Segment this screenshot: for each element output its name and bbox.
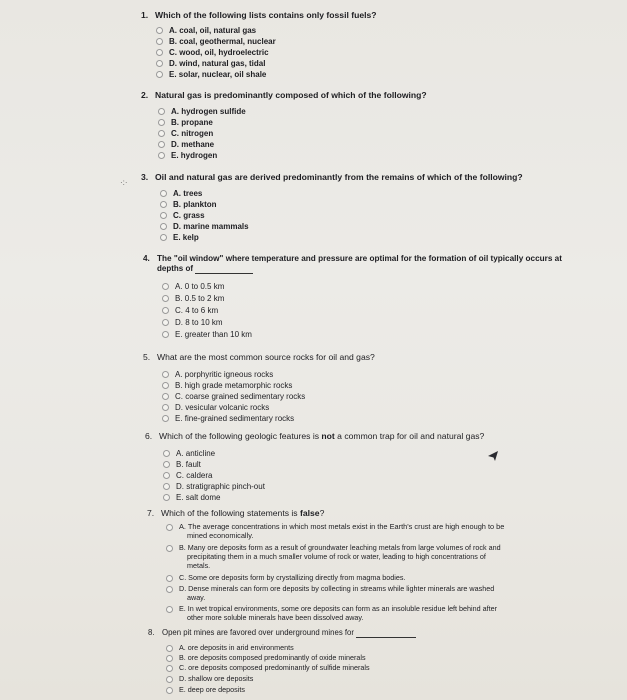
question-stem-pre: Which of the following statements is: [161, 508, 300, 518]
q8-option-d[interactable]: [166, 674, 253, 684]
option-label: B. high grade metamorphic rocks: [175, 381, 293, 390]
question-number: 5.: [143, 352, 151, 362]
q7-option-d[interactable]: [166, 584, 494, 594]
radio-button[interactable]: [158, 119, 165, 126]
option-label-continued: metals.: [187, 561, 211, 570]
option-label: A. coal, oil, natural gas: [169, 26, 257, 35]
q2-option-a[interactable]: [158, 107, 246, 117]
question-5: [143, 352, 375, 363]
option-label: B. Many ore deposits form as a result of groundwater leaching metals from large volumes of rock and: [179, 543, 501, 552]
question-number: 8.: [148, 628, 155, 637]
radio-button[interactable]: [156, 60, 163, 67]
radio-button[interactable]: [162, 319, 169, 326]
question-2: [141, 90, 427, 101]
q4-option-c[interactable]: [162, 306, 218, 316]
question-stem-post: a common trap for oil and natural gas?: [334, 431, 485, 441]
q5-option-d[interactable]: [162, 403, 269, 413]
option-label: B. fault: [176, 460, 201, 469]
option-label: D. 8 to 10 km: [175, 318, 223, 327]
q1-option-e[interactable]: [156, 70, 266, 80]
q4-option-a[interactable]: [162, 282, 224, 292]
q5-option-a[interactable]: [162, 370, 273, 380]
radio-button[interactable]: [158, 130, 165, 137]
radio-button[interactable]: [160, 223, 167, 230]
option-label: E. fine-grained sedimentary rocks: [175, 414, 295, 423]
question-stem: The "oil window" where temperature and pressure are optimal for the formation of oil typically occurs at: [157, 254, 562, 263]
option-label: E. hydrogen: [171, 151, 218, 160]
radio-button[interactable]: [162, 393, 169, 400]
question-number: 6.: [145, 431, 153, 441]
question-8: [148, 627, 416, 638]
radio-button[interactable]: [158, 108, 165, 115]
radio-button[interactable]: [166, 545, 173, 552]
q7-option-a-cont: [187, 531, 253, 541]
option-label: E. salt dome: [176, 493, 221, 502]
radio-button[interactable]: [160, 201, 167, 208]
question-stem-post: ?: [319, 508, 325, 518]
option-label: C. wood, oil, hydroelectric: [169, 48, 269, 57]
option-label: C. grass: [173, 211, 205, 220]
mouse-cursor-icon: [486, 449, 500, 463]
question-stem: Natural gas is predominantly composed of which of the following?: [155, 90, 427, 100]
fill-in-blank: [195, 265, 253, 274]
option-label: B. plankton: [173, 200, 217, 209]
question-3: [141, 172, 523, 183]
question-stem-pre: Which of the following geologic features is: [159, 431, 322, 441]
radio-button[interactable]: [162, 404, 169, 411]
q2-option-e[interactable]: [158, 151, 217, 161]
q6-option-d[interactable]: [163, 482, 265, 492]
radio-button[interactable]: [163, 494, 170, 501]
radio-button[interactable]: [160, 234, 167, 241]
option-label: A. ore deposits in arid environments: [179, 643, 294, 652]
radio-button[interactable]: [166, 575, 173, 582]
option-label-continued: other more soluble minerals have been dissolved away.: [187, 613, 364, 622]
q5-option-e[interactable]: [162, 414, 294, 424]
question-number: 1.: [141, 10, 149, 20]
q3-option-c[interactable]: [160, 211, 205, 221]
question-1: [141, 10, 377, 21]
radio-button[interactable]: [156, 27, 163, 34]
option-label: E. greater than 10 km: [175, 330, 252, 339]
option-label: A. anticline: [176, 449, 216, 458]
radio-button[interactable]: [162, 283, 169, 290]
question-number: 7.: [147, 508, 155, 518]
q7-option-b-cont-1: [187, 552, 486, 562]
option-label: B. 0.5 to 2 km: [175, 294, 225, 303]
q8-option-c[interactable]: [166, 663, 370, 673]
radio-button[interactable]: [163, 472, 170, 479]
radio-button[interactable]: [163, 483, 170, 490]
stray-mark: ·:·: [120, 178, 128, 187]
option-label: D. Dense minerals can form ore deposits by collecting in streams while lighter minerals are washed: [179, 584, 495, 593]
q8-option-a[interactable]: [166, 643, 294, 653]
option-label: B. propane: [171, 118, 213, 127]
radio-button[interactable]: [162, 307, 169, 314]
q8-option-b[interactable]: [166, 653, 366, 663]
q4-option-e[interactable]: [162, 330, 252, 340]
q4-option-b[interactable]: [162, 294, 224, 304]
q6-option-a[interactable]: [163, 449, 215, 459]
q6-option-b[interactable]: [163, 460, 201, 470]
question-4: [143, 253, 562, 264]
option-label: C. caldera: [176, 471, 213, 480]
option-label: D. stratigraphic pinch-out: [176, 482, 265, 491]
radio-button[interactable]: [160, 190, 167, 197]
option-label: C. 4 to 6 km: [175, 306, 219, 315]
option-label: C. nitrogen: [171, 129, 214, 138]
option-label-continued: mined economically.: [187, 531, 254, 540]
question-stem: Oil and natural gas are derived predominantly from the remains of which of the following?: [155, 172, 523, 182]
radio-button[interactable]: [160, 212, 167, 219]
option-label: C. ore deposits composed predominantly of sulfide minerals: [179, 663, 370, 672]
option-label-continued: away.: [187, 593, 206, 602]
question-stem-emphasis: not: [321, 431, 335, 441]
radio-button[interactable]: [156, 38, 163, 45]
radio-button[interactable]: [166, 665, 173, 672]
fill-in-blank: [356, 629, 416, 638]
option-label: D. methane: [171, 140, 215, 149]
radio-button[interactable]: [162, 382, 169, 389]
radio-button[interactable]: [166, 524, 173, 531]
radio-button[interactable]: [162, 371, 169, 378]
option-label-continued: precipitating them in a much smaller volume of rock or water, leading to high concentrations of: [187, 552, 486, 561]
q5-option-b[interactable]: [162, 381, 292, 391]
q2-option-d[interactable]: [158, 140, 214, 150]
radio-button[interactable]: [163, 450, 170, 457]
q3-option-e[interactable]: [160, 233, 199, 243]
radio-button[interactable]: [156, 49, 163, 56]
option-label: B. coal, geothermal, nuclear: [169, 37, 276, 46]
radio-button[interactable]: [162, 331, 169, 338]
question-stem-continued: depths of: [157, 264, 193, 273]
q8-option-e[interactable]: [166, 685, 245, 695]
question-number: 4.: [143, 254, 150, 263]
option-label: E. In wet tropical environments, some ore deposits can form as an insoluble residue left behind after: [179, 604, 498, 613]
radio-button[interactable]: [156, 71, 163, 78]
radio-button[interactable]: [166, 676, 173, 683]
question-7: [147, 508, 324, 519]
question-stem-emphasis: false: [300, 508, 320, 518]
q1-option-a[interactable]: [156, 26, 256, 36]
option-label: A. porphyritic igneous rocks: [175, 370, 274, 379]
option-label: A. hydrogen sulfide: [171, 107, 246, 116]
radio-button[interactable]: [158, 152, 165, 159]
option-label: E. kelp: [173, 233, 199, 242]
q2-option-c[interactable]: [158, 129, 213, 139]
radio-button[interactable]: [166, 606, 173, 613]
radio-button[interactable]: [163, 461, 170, 468]
question-stem: What are the most common source rocks for oil and gas?: [157, 352, 375, 362]
q7-option-c[interactable]: [166, 573, 406, 583]
option-label: B. ore deposits composed predominantly of oxide minerals: [179, 653, 366, 662]
radio-button[interactable]: [158, 141, 165, 148]
radio-button[interactable]: [166, 687, 173, 694]
option-label: E. deep ore deposits: [179, 685, 245, 694]
radio-button[interactable]: [162, 415, 169, 422]
q2-option-b[interactable]: [158, 118, 213, 128]
q3-option-a[interactable]: [160, 189, 202, 199]
radio-button[interactable]: [166, 586, 173, 593]
q7-option-d-cont: [187, 593, 205, 603]
question-number: 3.: [141, 172, 149, 182]
radio-button[interactable]: [166, 655, 173, 662]
question-stem: Which of the following lists contains only fossil fuels?: [155, 10, 377, 20]
option-label: A. 0 to 0.5 km: [175, 282, 225, 291]
option-label: C. coarse grained sedimentary rocks: [175, 392, 306, 401]
q1-option-c[interactable]: [156, 48, 269, 58]
q7-option-b-cont-2: [187, 561, 210, 571]
q1-option-b[interactable]: [156, 37, 276, 47]
q3-option-d[interactable]: [160, 222, 249, 232]
option-label: D. vesicular volcanic rocks: [175, 403, 270, 412]
q6-option-c[interactable]: [163, 471, 212, 481]
question-number: 2.: [141, 90, 149, 100]
q4-option-d[interactable]: [162, 318, 223, 328]
radio-button[interactable]: [162, 295, 169, 302]
question-4-line-2: [157, 264, 253, 274]
question-6: [145, 431, 484, 442]
question-stem: Open pit mines are favored over underground mines for: [162, 628, 354, 637]
option-label: E. solar, nuclear, oil shale: [169, 70, 267, 79]
q7-option-e-cont: [187, 613, 363, 623]
q1-option-d[interactable]: [156, 59, 265, 69]
q6-option-e[interactable]: [163, 493, 220, 503]
option-label: C. Some ore deposits form by crystallizing directly from magma bodies.: [179, 573, 406, 582]
option-label: A. trees: [173, 189, 203, 198]
option-label: A. The average concentrations in which most metals exist in the Earth's crust are high enough to be: [179, 522, 505, 531]
option-label: D. marine mammals: [173, 222, 249, 231]
q3-option-b[interactable]: [160, 200, 217, 210]
q5-option-c[interactable]: [162, 392, 305, 402]
radio-button[interactable]: [166, 645, 173, 652]
option-label: D. wind, natural gas, tidal: [169, 59, 266, 68]
option-label: D. shallow ore deposits: [179, 674, 254, 683]
